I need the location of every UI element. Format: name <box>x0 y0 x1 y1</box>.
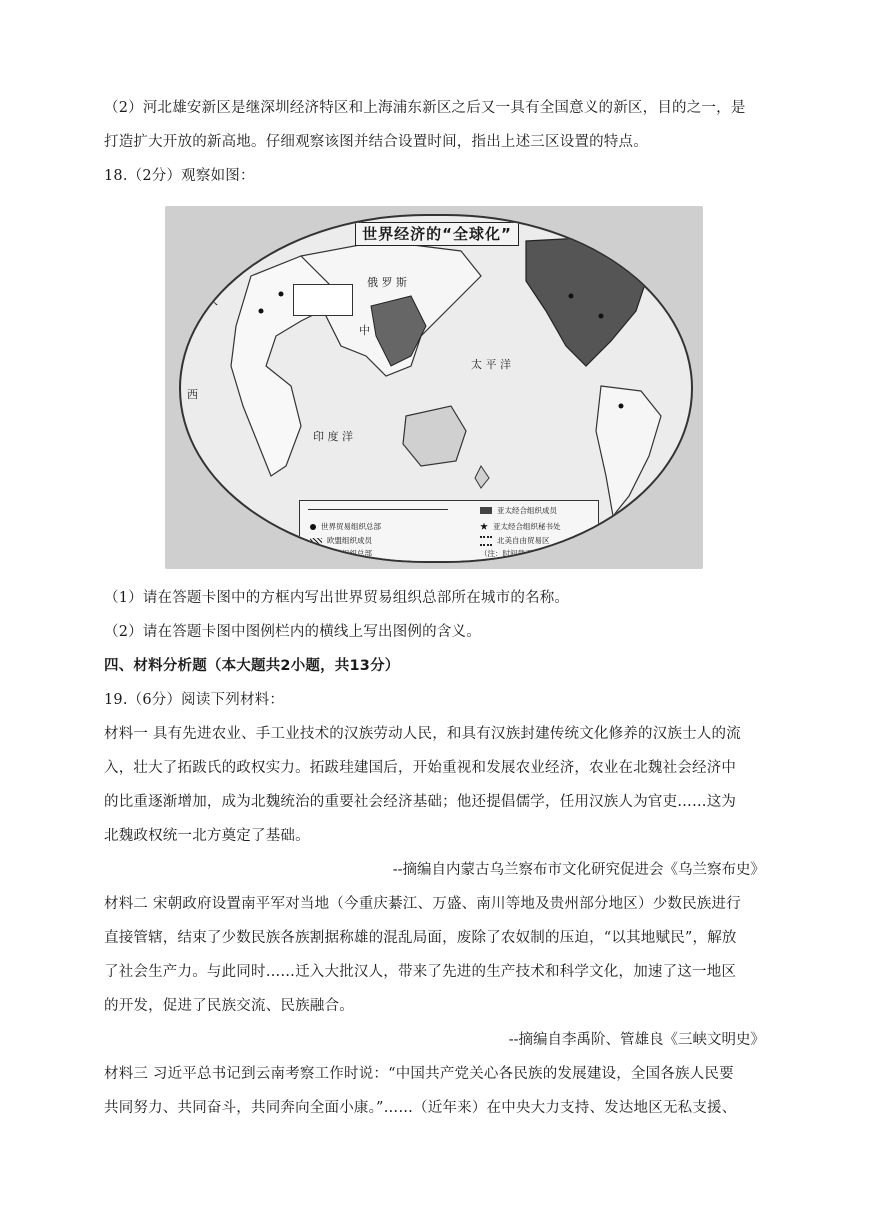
q17-2-line1: （2）河北雄安新区是继深圳经济特区和上海浦东新区之后又一具有全国意义的新区，目的之一，是 <box>104 100 746 116</box>
material1-line1: 材料一 具有先进农业、手工业技术的汉族劳动人民，和具有汉族封建传统文化修养的汉族士人的流 <box>104 726 741 742</box>
material1-line4: 北魏政权统一北方奠定了基础。 <box>104 828 310 844</box>
material1-line2: 入，壮大了拓跋氏的政权实力。拓跋珪建国后，开始重视和发展农业经济，农业在北魏社会经济中 <box>104 760 737 776</box>
dot-icon <box>310 524 316 530</box>
q18-2: （2）请在答题卡图中图例栏内的横线上写出图例的含义。 <box>104 624 481 640</box>
atlantic-label-yang: 洋 <box>193 494 204 507</box>
legend-answer-line[interactable] <box>308 509 448 510</box>
material2-line4: 的开发，促进了民族交流、民族融合。 <box>104 998 354 1014</box>
world-map-oval <box>179 214 693 563</box>
legend-item: 北美自由贸易区 <box>480 535 550 546</box>
indian-ocean-label: 印 度 洋 <box>313 430 353 443</box>
legend-item: 亚太经合组织秘书处 <box>480 521 561 532</box>
map-title: 世界经济的“全球化” <box>355 222 519 246</box>
material3-line1: 材料三 习近平总书记到云南考察工作时说：“中国共产党关心各民族的发展建设，全国各族人民要 <box>104 1066 734 1082</box>
material2-line3: 了社会生产力。与此同时……迁入大批汉人，带来了先进的生产技术和科学文化，加速了这一地区 <box>104 964 737 980</box>
legend-item: 欧盟组织总部 <box>310 548 372 559</box>
q18-1: （1）请在答题卡图中的方框内写出世界贸易组织总部所在城市的名称。 <box>104 590 570 606</box>
material2-line2: 直接管辖，结束了少数民族各族割据称雄的混乱局面，废除了农奴制的压迫，“以其地赋民”，解放 <box>104 930 737 946</box>
atlantic-label-xi: 西 <box>187 388 198 401</box>
material3-line2: 共同努力、共同奋斗，共同奔向全面小康。”……（近年来）在中央大力支持、发达地区无私支援、 <box>104 1100 737 1116</box>
legend-item: 世界贸易组织总部 <box>310 521 381 532</box>
q18-heading: 18.（2分）观察如图： <box>104 168 255 184</box>
wave-icon <box>480 536 492 546</box>
legend-note: （注：时间截至2011年12月） <box>480 549 584 558</box>
world-map-figure <box>165 206 703 569</box>
q17-2-line2: 打造扩大开放的新高地。仔细观察该图并结合设置时间，指出上述三区设置的特点。 <box>104 134 648 150</box>
material2-source: --摘编自李禹阶、管雄良《三峡文明史》 <box>508 1032 765 1048</box>
pacific-ocean-label: 太 平 洋 <box>471 358 511 371</box>
dark-fill-icon <box>480 507 492 514</box>
atlantic-label-da: 大 <box>207 294 218 307</box>
map-legend <box>299 500 599 562</box>
china-label: 中 <box>359 324 370 337</box>
russia-label: 俄 罗 斯 <box>367 276 407 289</box>
star-icon <box>480 523 488 531</box>
material1-line3: 的比重逐渐增加，成为北魏统治的重要社会经济基础；他还提倡儒学，任用汉族人为官吏……这为 <box>104 794 737 810</box>
legend-item: 亚太经合组织成员 <box>480 505 557 516</box>
hatch-icon <box>310 551 322 557</box>
wto-answer-box[interactable] <box>293 284 353 316</box>
legend-item: 欧盟组织成员 <box>310 535 372 546</box>
material1-source: --摘编自内蒙古乌兰察布市文化研究促进会《乌兰察布史》 <box>392 862 765 878</box>
hatch-icon <box>310 538 322 544</box>
material2-line1: 材料二 宋朝政府设置南平军对当地（今重庆綦江、万盛、南川等地及贵州部分地区）少数民族进行 <box>104 896 741 912</box>
section-4-heading: 四、材料分析题（本大题共2小题，共13分） <box>104 658 400 674</box>
q19-heading: 19.（6分）阅读下列材料： <box>104 692 285 708</box>
